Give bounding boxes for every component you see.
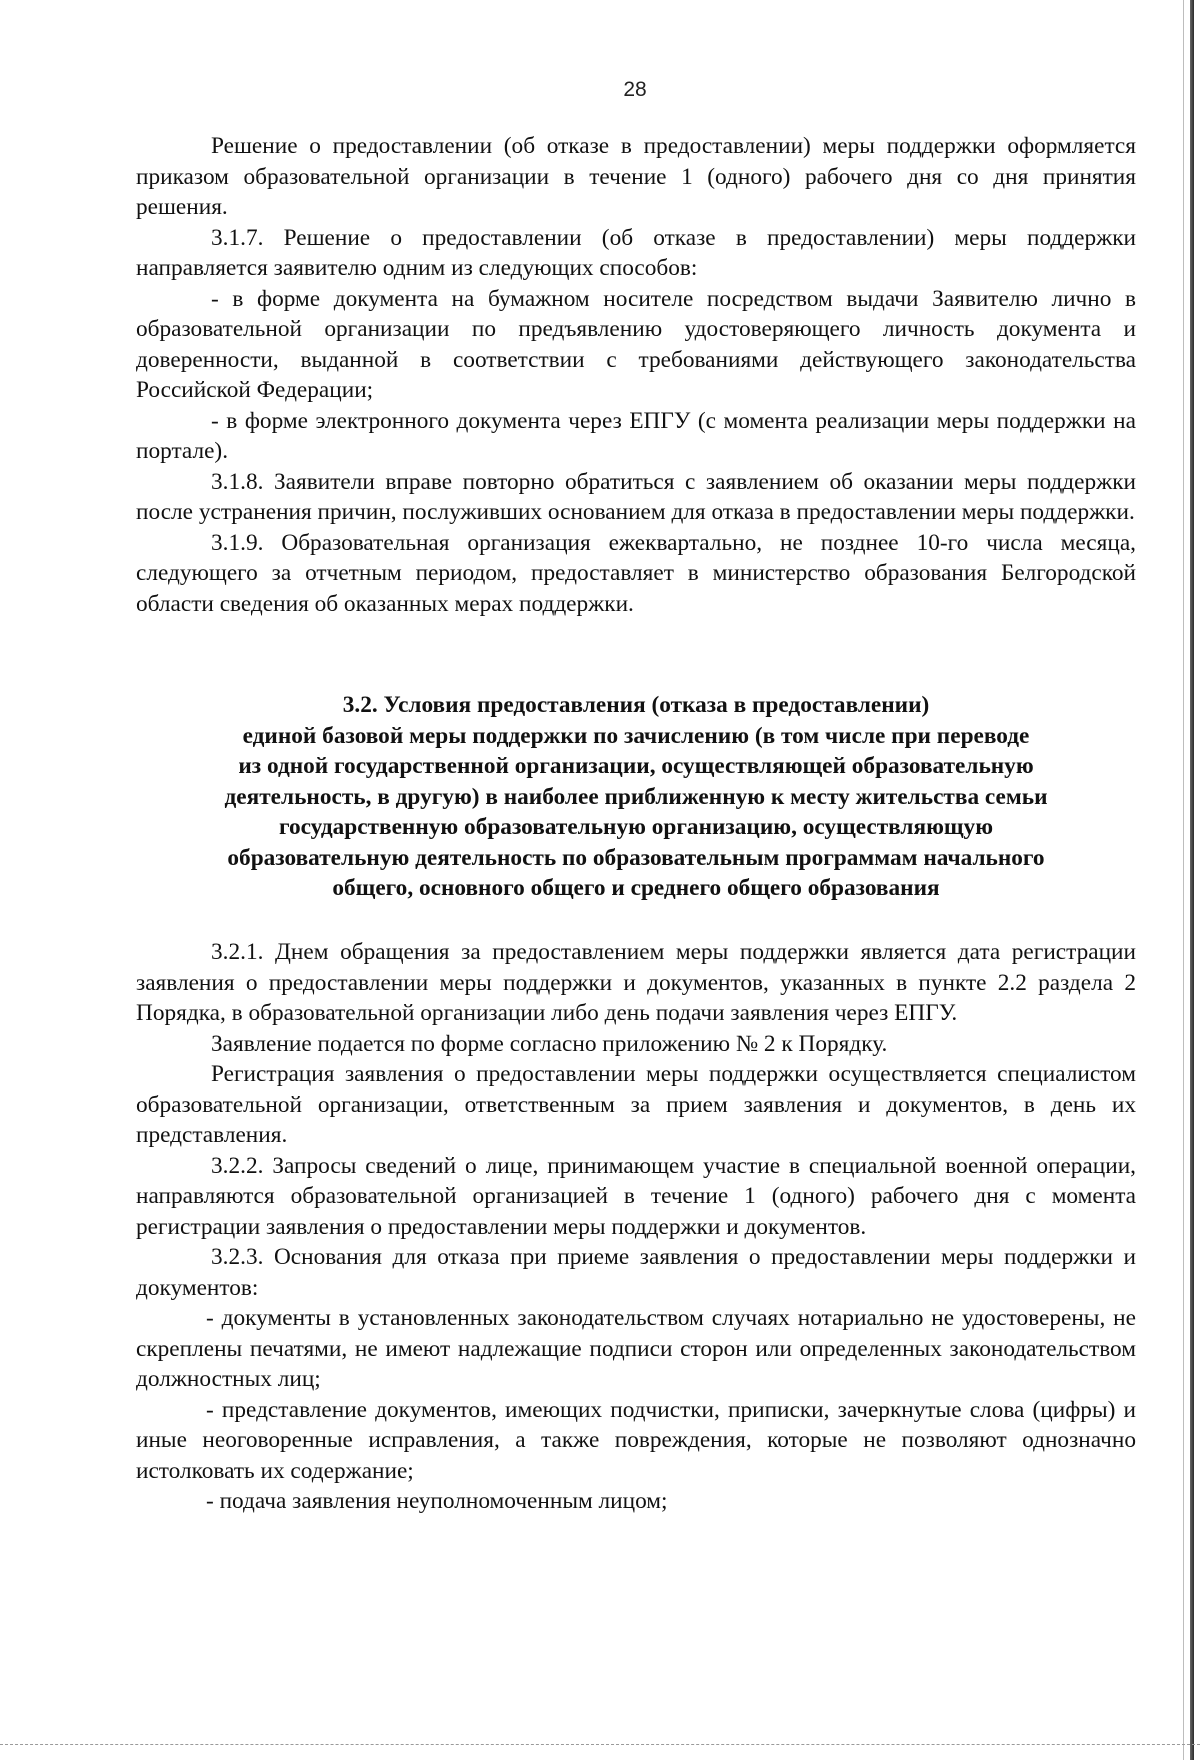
paragraph: 3.2.1. Днем обращения за предоставлением меры поддержки является дата регистрации заявления о предоставлении меры поддержки и документов, указанных в пункте 2.2 раздела 2 Порядка, в образовательной организации либо день подачи заявления через ЕПГУ.	[136, 939, 1136, 1026]
scan-bottom-edge	[0, 1744, 1200, 1746]
page-number: 28	[623, 78, 647, 101]
heading-line: государственную образовательную организацию, осуществляющую	[278, 814, 994, 840]
list-item: - представление документов, имеющих подчистки, приписки, зачеркнутые слова (цифры) и иные неоговоренные исправления, а также повреждения, которые не позволяют однозначно истолковать их содержание;	[136, 1396, 1136, 1484]
list-item: - подача заявления неуполномоченным лицом;	[206, 1488, 668, 1514]
paragraph: 3.1.7. Решение о предоставлении (об отказе в предоставлении) меры поддержки направляется заявителю одним из следующих способов:	[136, 224, 1136, 281]
scan-edge-line	[1183, 0, 1184, 1760]
paragraph: 3.1.9. Образовательная организация ежеквартально, не позднее 10-го числа месяца, следующего за отчетным периодом, предоставляет в министерство образования Белгородской области сведения об оказанных мерах поддержки.	[136, 529, 1136, 617]
paragraph: Заявление подается по форме согласно приложению № 2 к Порядку.	[211, 1030, 888, 1057]
list-item: - в форме электронного документа через ЕПГУ (с момента реализации меры поддержки на портале).	[136, 407, 1136, 464]
section-3-1-text	[136, 131, 1136, 619]
section-3-2-text	[136, 937, 1136, 1517]
scan-edge-shadow	[1190, 0, 1194, 1760]
paragraph: Решение о предоставлении (об отказе в предоставлении) меры поддержки оформляется приказом образовательной организации в течение 1 (одного) рабочего дня со дня принятия решения.	[136, 133, 1136, 220]
heading-line: единой базовой меры поддержки по зачислению (в том числе при переводе	[242, 722, 1030, 749]
paragraph: 3.2.2. Запросы сведений о лице, принимающем участие в специальной военной операции, направляются образовательной организацией в течение 1 (одного) рабочего дня с момента регистрации заявления о предоставлении меры поддержки и документов.	[136, 1152, 1136, 1240]
heading-line: общего, основного общего и среднего общего образования	[332, 875, 940, 901]
paragraph: 3.1.8. Заявители вправе повторно обратиться с заявлением об оказании меры поддержки после устранения причин, послуживших основанием для отказа в предоставлении меры поддержки.	[136, 468, 1136, 525]
heading-line: из одной государственной организации, осуществляющей образовательную	[238, 753, 1034, 779]
heading-line: 3.2. Условия предоставления (отказа в предоставлении)	[342, 692, 930, 718]
list-item: - документы в установленных законодательством случаях нотариально не удостоверены, не скреплены печатями, не имеют надлежащие подписи сторон или определенных законодательством должностных лиц;	[136, 1305, 1136, 1392]
heading-line: деятельность, в другую) в наиболее приближенную к месту жительства семьи	[224, 783, 1048, 810]
heading-line: образовательную деятельность по образовательным программам начального	[227, 844, 1045, 871]
paragraph: 3.2.3. Основания для отказа при приеме заявления о предоставлении меры поддержки и документов:	[136, 1244, 1136, 1301]
list-item: - в форме документа на бумажном носителе посредством выдачи Заявителю лично в образовательной организации по предъявлению удостоверяющего личность документа и доверенности, выданной в соответствии с требованиями действующего законодательства Российской Федерации;	[136, 285, 1136, 403]
section-3-2-heading	[136, 690, 1136, 904]
paragraph: Регистрация заявления о предоставлении меры поддержки осуществляется специалистом образовательной организации, ответственным за прием заявления и документов, в день их представления.	[136, 1061, 1136, 1148]
